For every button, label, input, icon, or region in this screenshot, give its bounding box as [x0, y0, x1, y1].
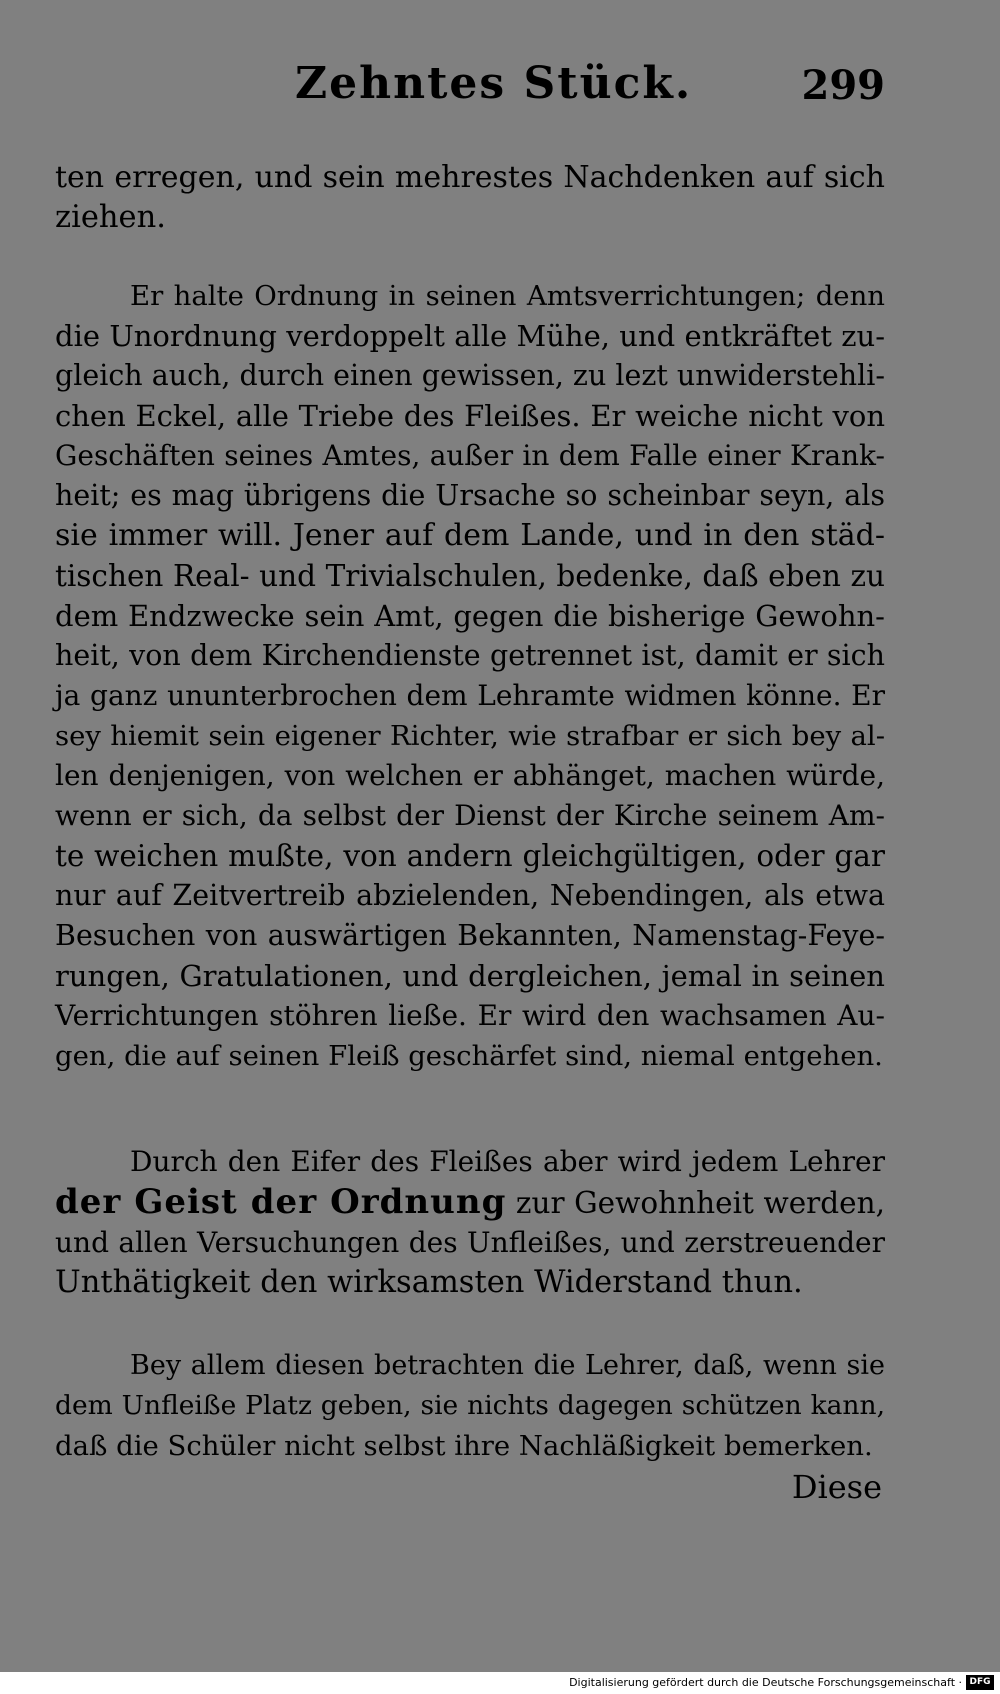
- paragraph-2: [55, 276, 885, 1076]
- text-line: nur auf Zeitvertreib abzielenden, Nebendingen, als etwa: [55, 879, 885, 912]
- page-header: [55, 58, 885, 118]
- text-line: Unthätigkeit den wirksamsten Widerstand thun.: [55, 1265, 803, 1300]
- text-line: rungen, Gratulationen, und dergleichen, jemal in seinen: [55, 959, 885, 993]
- text-line: wenn er sich, da selbst der Dienst der Kirche seinem Am-: [55, 799, 885, 832]
- text-line: heit, von dem Kirchendienste getrennet ist, damit er sich: [55, 639, 885, 672]
- paragraph-3: [55, 1142, 885, 1303]
- text-line: Er halte Ordnung in seinen Amtsverrichtungen; denn: [130, 280, 885, 312]
- text-line: gen, die auf seinen Fleiß geschärfet sind, niemal entgehen.: [55, 1040, 883, 1072]
- text-line: chen Eckel, alle Triebe des Fleißes. Er weiche nicht von: [55, 399, 885, 433]
- text-line: Verrichtungen stöhren ließe. Er wird den wachsamen Au-: [55, 999, 885, 1032]
- paragraph-1: [55, 158, 885, 238]
- text-line: und allen Versuchungen des Unfleißes, und zerstreuender: [55, 1226, 885, 1259]
- page-number: 299: [801, 62, 885, 109]
- text-line: gleich auch, durch einen gewissen, zu lezt unwiderstehli-: [55, 359, 885, 392]
- running-title: Zehntes Stück.: [295, 58, 693, 109]
- catchword: Diese: [791, 1468, 882, 1506]
- text-line: sey hiemit sein eigener Richter, wie strafbar er sich bey al-: [55, 720, 885, 752]
- text-line: die Unordnung verdoppelt alle Mühe, und entkräftet zu-: [55, 319, 885, 353]
- dfg-logo: DFG: [966, 1675, 994, 1690]
- emphasized-phrase: der Geist der Ordnung: [55, 1182, 507, 1222]
- funding-credit: Digitalisierung gefördert durch die Deutsche Forschungsgemeinschaft ·: [569, 1676, 962, 1689]
- text-line: len denjenigen, von welchen er abhänget, machen würde,: [55, 759, 885, 792]
- text-line: Besuchen von auswärtigen Bekannten, Namenstag-Feye-: [55, 919, 885, 952]
- text-line: dem Unfleiße Platz geben, sie nichts dagegen schützen kann,: [55, 1390, 885, 1421]
- text-line: ten erregen, und sein mehrestes Nachdenken auf sich: [55, 160, 885, 195]
- text-line: Durch den Eifer des Fleißes aber wird jedem Lehrer: [130, 1145, 885, 1178]
- text-line: Geschäften seines Amtes, außer in dem Falle einer Krank-: [55, 439, 885, 472]
- text-line: dem Endzwecke sein Amt, gegen die bisherige Gewohn-: [55, 599, 885, 633]
- digitization-footer: [0, 1672, 1000, 1694]
- text-line: tischen Real- und Trivialschulen, bedenke, daß eben zu: [55, 559, 885, 593]
- text-line: heit; es mag übrigens die Ursache so scheinbar seyn, als: [55, 479, 885, 512]
- text-line: sie immer will. Jener auf dem Lande, und in den städ-: [55, 518, 885, 553]
- paragraph-4: [55, 1346, 885, 1466]
- text-line: te weichen mußte, von andern gleichgültigen, oder gar: [55, 839, 885, 873]
- text-line: ziehen.: [55, 200, 166, 235]
- text-line: daß die Schüler nicht selbst ihre Nachläßigkeit bemerken.: [55, 1430, 873, 1462]
- text-line-rest: zur Gewohnheit werden,: [506, 1186, 885, 1220]
- text-line: Bey allem diesen betrachten die Lehrer, daß, wenn sie: [130, 1350, 885, 1381]
- text-line: [55, 1182, 885, 1223]
- text-line: ja ganz ununterbrochen dem Lehramte widmen könne. Er: [55, 679, 885, 712]
